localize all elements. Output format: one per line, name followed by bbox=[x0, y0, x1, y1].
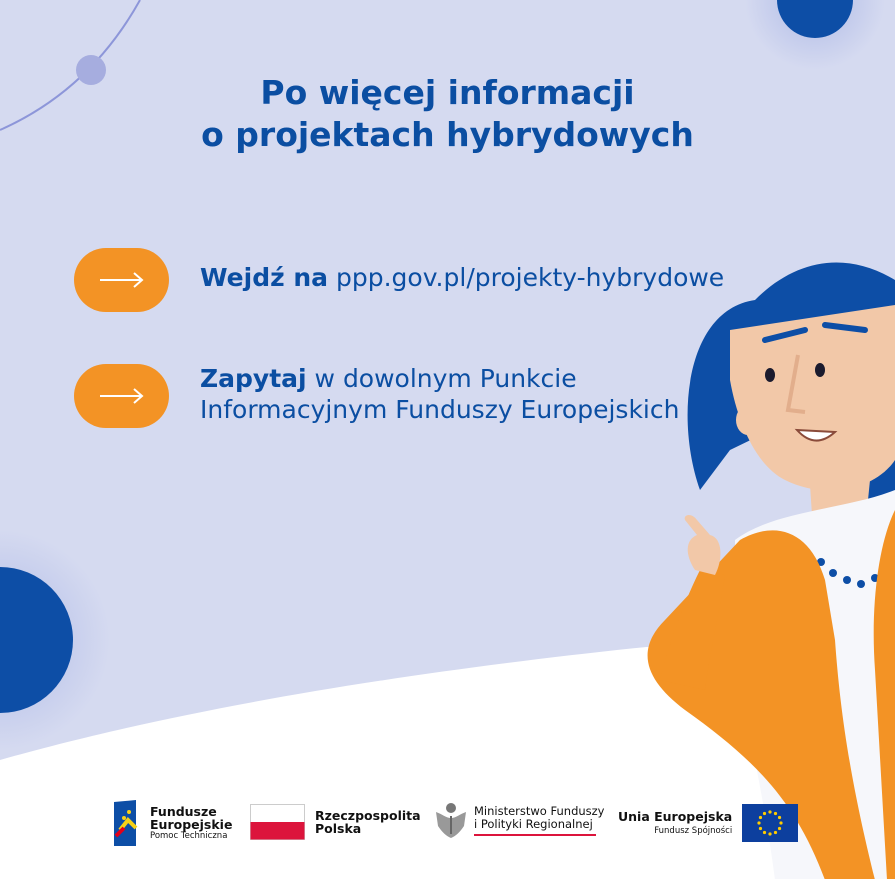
eu-star bbox=[780, 821, 783, 824]
fundusze-europejskie-emblem bbox=[114, 800, 142, 846]
eu-star bbox=[763, 831, 766, 834]
eu-star bbox=[759, 816, 762, 819]
eu-star bbox=[763, 812, 766, 815]
title-line-2: o projektach hybrydowych bbox=[201, 115, 694, 154]
logo-ministerstwo bbox=[432, 800, 605, 840]
eu-star bbox=[778, 816, 781, 819]
visit-website-arrow-button[interactable] bbox=[74, 248, 169, 312]
logo-fundusze-europejskie bbox=[114, 800, 232, 846]
rp-line-1: Rzeczpospolita bbox=[315, 808, 421, 823]
fe-line-1: Fundusze bbox=[150, 804, 217, 819]
ue-line-1: Unia Europejska bbox=[618, 809, 733, 824]
eu-star bbox=[758, 821, 761, 824]
eu-star bbox=[769, 810, 772, 813]
eu-flag-icon bbox=[742, 804, 798, 842]
ask-info-point-line-2: Informacyjnym Funduszy Europejskich bbox=[200, 395, 680, 424]
website-link[interactable]: ppp.gov.pl/projekty-hybrydowe bbox=[335, 263, 725, 292]
ask-info-point-arrow-button[interactable] bbox=[74, 364, 169, 428]
arrow-right-icon bbox=[99, 388, 145, 404]
title-line-1: Po więcej informacji bbox=[260, 73, 635, 112]
logo-rzeczpospolita-polska bbox=[250, 804, 421, 840]
eu-star bbox=[759, 827, 762, 830]
polish-flag-icon bbox=[250, 804, 305, 840]
arrow-right-icon bbox=[99, 272, 145, 288]
min-line-2: i Polityki Regionalnej bbox=[474, 816, 593, 831]
eu-star bbox=[778, 827, 781, 830]
fe-line-2: Europejskie bbox=[150, 817, 233, 832]
polish-eagle-icon bbox=[432, 800, 470, 840]
ask-info-point-text bbox=[200, 363, 679, 425]
woman-illustration bbox=[625, 240, 895, 879]
rp-line-2: Polska bbox=[315, 821, 362, 836]
fe-sub: Pomoc Techniczna bbox=[150, 831, 228, 841]
ask-info-point-bold: Zapytaj bbox=[200, 364, 307, 393]
ministry-red-rule bbox=[474, 834, 596, 836]
eu-star bbox=[774, 831, 777, 834]
eu-star bbox=[774, 812, 777, 815]
page-title bbox=[0, 72, 895, 156]
logo-unia-europejska bbox=[618, 804, 798, 842]
eu-star bbox=[769, 832, 772, 835]
ask-info-point-line-1: w dowolnym Punkcie bbox=[314, 364, 577, 393]
visit-website-bold: Wejdź na bbox=[200, 263, 329, 292]
visit-website-text bbox=[200, 262, 724, 293]
ue-sub: Fundusz Spójności bbox=[654, 826, 733, 836]
min-line-1: Ministerstwo Funduszy bbox=[474, 803, 605, 818]
